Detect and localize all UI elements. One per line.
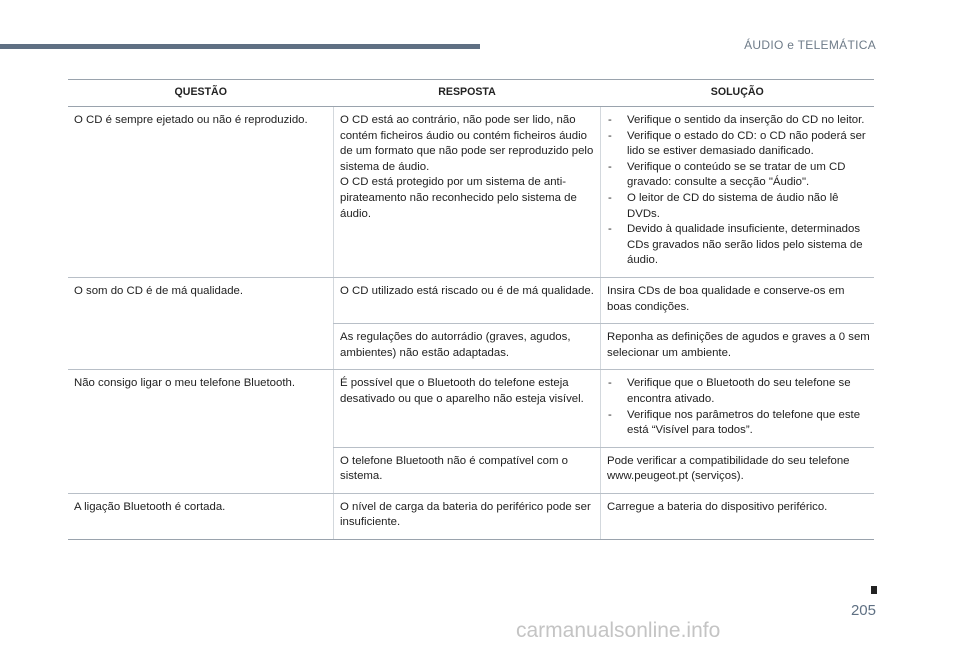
header-accent-bar	[0, 44, 480, 49]
column-header-answer: RESPOSTA	[334, 80, 601, 107]
question-cell: O CD é sempre ejetado ou não é reproduzido.	[68, 107, 334, 278]
question-cell: A ligação Bluetooth é cortada.	[68, 493, 334, 539]
column-header-solution: SOLUÇÃO	[601, 80, 875, 107]
answer-text: O CD está ao contrário, não pode ser lido, não contém ficheiros áudio ou contém ficheiros áudio de um formato que não pode ser reproduzido pelo sistema de áudio. O CD está protegido por um sistema de anti-pirateamento não reconhecido pelo sistema de áudio.	[340, 114, 594, 220]
table-row	[68, 107, 874, 278]
watermark: carmanualsonline.info	[516, 619, 721, 642]
solution-list-item: - Verifique nos parâmetros do telefone que este está “Visível para todos”.	[608, 408, 861, 437]
answer-cell: É possível que o Bluetooth do telefone esteja desativado ou que o aparelho não esteja visível.	[334, 370, 601, 447]
section-title: ÁUDIO e TELEMÁTICA	[744, 38, 876, 52]
solution-list-item: - Verifique que o Bluetooth do seu telefone se encontra ativado.	[608, 377, 851, 405]
page-number: 205	[850, 602, 876, 619]
solution-cell	[601, 370, 875, 447]
page-marker	[871, 586, 877, 594]
table-row	[68, 493, 874, 539]
solution-list-item: - Verifique o estado do CD: o CD não poderá ser lido se estiver demasiado danificado.	[608, 129, 866, 158]
solution-list	[607, 376, 870, 438]
question-cell: O som do CD é de má qualidade.	[68, 277, 334, 369]
solution-list-item: - Devido à qualidade insuficiente, determinados CDs gravados não serão lidos pelo sistema de áudio.	[608, 223, 863, 267]
solution-cell: Insira CDs de boa qualidade e conserve-os em boas condições.	[601, 277, 875, 323]
answer-cell: O CD utilizado está riscado ou é de má qualidade.	[334, 277, 601, 323]
solution-cell	[601, 107, 875, 278]
table-row	[68, 277, 874, 323]
solution-cell: Reponha as definições de agudos e graves a 0 sem selecionar um ambiente.	[601, 324, 875, 370]
table-header-row	[68, 80, 874, 107]
answer-cell: O telefone Bluetooth não é compatível com o sistema.	[334, 447, 601, 493]
answer-cell: O nível de carga da bateria do periférico pode ser insuficiente.	[334, 493, 601, 539]
troubleshooting-table	[68, 79, 874, 540]
answer-cell	[334, 107, 601, 278]
solution-list-item: - Verifique o sentido da inserção do CD no leitor.	[608, 114, 865, 126]
solution-list-item: - O leitor de CD do sistema de áudio não lê DVDs.	[608, 191, 839, 220]
question-cell: Não consigo ligar o meu telefone Bluetooth.	[68, 370, 334, 494]
table-row	[68, 370, 874, 447]
column-header-question: QUESTÃO	[68, 80, 334, 107]
answer-cell: As regulações do autorrádio (graves, agudos, ambientes) não estão adaptadas.	[334, 324, 601, 370]
solution-cell: Pode verificar a compatibilidade do seu telefone www.peugeot.pt (serviços).	[601, 447, 875, 493]
solution-cell: Carregue a bateria do dispositivo periférico.	[601, 493, 875, 539]
solution-list	[607, 113, 870, 269]
solution-list-item: - Verifique o conteúdo se se tratar de um CD gravado: consulte a secção "Áudio".	[608, 160, 846, 189]
